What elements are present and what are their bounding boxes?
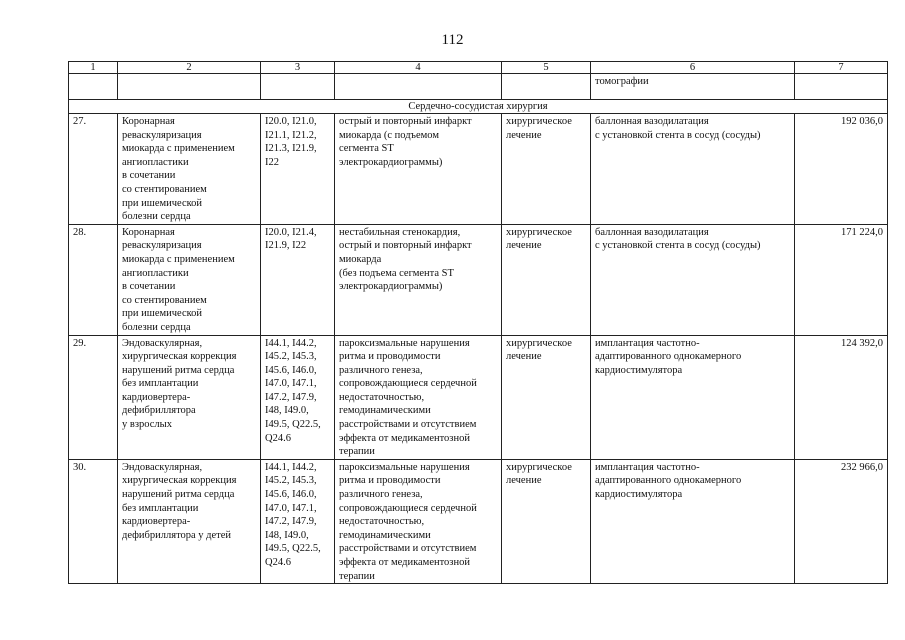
- patient-model-line: электрокардиограммы): [339, 156, 443, 168]
- treatment-type: [502, 335, 591, 459]
- patient-model-line: сопровождающиеся сердечной: [339, 502, 477, 514]
- row-number: 30.: [69, 459, 118, 583]
- service-name-line: нарушений ритма сердца: [122, 489, 235, 501]
- service-name-line: дефибриллятора у детей: [122, 529, 232, 541]
- column-number: 2: [118, 62, 261, 74]
- patient-model-line: эффекта от медикаментозной: [339, 432, 470, 444]
- row-number: 28.: [69, 224, 118, 335]
- continuation-text: томографии: [591, 74, 795, 100]
- service-name-line: при ишемической: [122, 308, 203, 320]
- service-name-line: со стентированием: [122, 294, 207, 306]
- treatment-method-line: с установкой стента в сосуд (сосуды): [595, 129, 761, 141]
- treatment-method: [591, 459, 795, 583]
- icd-codes-line: I20.0, I21.4,: [265, 226, 317, 238]
- patient-model-line: миокарда: [339, 253, 382, 265]
- service-name-line: со стентированием: [122, 183, 207, 195]
- treatment-type: [502, 224, 591, 335]
- icd-codes-line: I48, I49.0,: [265, 529, 309, 541]
- service-name-line: у взрослых: [122, 419, 172, 431]
- treatment-type-line: лечение: [506, 351, 542, 363]
- patient-model: [335, 224, 502, 335]
- service-name: [118, 114, 261, 225]
- treatment-method-line: имплантация частотно-: [595, 461, 700, 473]
- icd-codes-line: Q24.6: [265, 432, 291, 444]
- treatment-method: [591, 224, 795, 335]
- patient-model-line: нестабильная стенокардия,: [339, 226, 461, 238]
- treatment-method-line: баллонная вазодилатация: [595, 226, 709, 238]
- patient-model: [335, 335, 502, 459]
- service-name-line: Эндоваскулярная,: [122, 461, 203, 473]
- service-name-line: нарушений ритма сердца: [122, 364, 235, 376]
- service-name-line: без имплантации: [122, 378, 199, 390]
- treatment-method-line: адаптированного однокамерного: [595, 351, 742, 363]
- icd-codes-line: I47.0, I47.1,: [265, 378, 317, 390]
- service-name: [118, 335, 261, 459]
- service-name-line: реваскуляризация: [122, 129, 202, 141]
- column-number: 6: [591, 62, 795, 74]
- treatment-method-line: баллонная вазодилатация: [595, 116, 709, 127]
- service-name-line: кардиовертера-: [122, 391, 191, 403]
- service-name-line: в сочетании: [122, 170, 176, 182]
- icd-codes-line: I22: [265, 156, 279, 168]
- service-name-line: миокарда с применением: [122, 253, 235, 265]
- medical-care-table: [68, 61, 888, 584]
- service-name-line: в сочетании: [122, 281, 176, 293]
- icd-codes-line: I47.0, I47.1,: [265, 502, 317, 514]
- cost-value: 124 392,0: [795, 335, 888, 459]
- icd-codes-line: Q24.6: [265, 557, 291, 568]
- table-row: [69, 459, 888, 583]
- icd-codes-line: I47.2, I47.9,: [265, 516, 317, 528]
- patient-model-line: пароксизмальные нарушения: [339, 461, 470, 473]
- service-name-line: болезни сердца: [122, 211, 191, 223]
- service-name-line: миокарда с применением: [122, 143, 235, 155]
- service-name-line: ангиопластики: [122, 156, 189, 168]
- treatment-method: [591, 335, 795, 459]
- cost-value: 232 966,0: [795, 459, 888, 583]
- icd-codes-line: I44.1, I44.2,: [265, 461, 317, 473]
- treatment-method-line: кардиостимулятора: [595, 489, 683, 501]
- icd-codes-line: I44.1, I44.2,: [265, 337, 317, 349]
- service-name-line: хирургическая коррекция: [122, 475, 237, 487]
- section-row: [69, 100, 888, 114]
- column-number: 5: [502, 62, 591, 74]
- section-title: Сердечно-сосудистая хирургия: [69, 100, 888, 114]
- patient-model: [335, 114, 502, 225]
- treatment-type-line: лечение: [506, 240, 542, 252]
- patient-model-line: недостаточностью,: [339, 516, 425, 528]
- service-name-line: Коронарная: [122, 116, 175, 127]
- service-name-line: реваскуляризация: [122, 240, 202, 252]
- treatment-method-line: имплантация частотно-: [595, 337, 700, 349]
- icd-codes-line: I45.2, I45.3,: [265, 351, 317, 363]
- patient-model-line: электрокардиограммы): [339, 281, 443, 293]
- patient-model-line: терапии: [339, 570, 375, 582]
- row-number: 29.: [69, 335, 118, 459]
- icd-codes-line: I21.1, I21.2,: [265, 129, 317, 141]
- treatment-type-line: хирургическое: [506, 461, 572, 473]
- cost-value: 171 224,0: [795, 224, 888, 335]
- icd-codes-line: I48, I49.0,: [265, 405, 309, 417]
- treatment-method: [591, 114, 795, 225]
- icd-codes-line: I49.5, Q22.5,: [265, 419, 321, 431]
- icd-codes: [261, 459, 335, 583]
- column-number: 4: [335, 62, 502, 74]
- continuation-row: [69, 74, 888, 100]
- service-name-line: хирургическая коррекция: [122, 351, 237, 363]
- cost-value: 192 036,0: [795, 114, 888, 225]
- icd-codes-line: I49.5, Q22.5,: [265, 543, 321, 555]
- patient-model-line: миокарда (с подъемом: [339, 129, 439, 141]
- treatment-type-line: лечение: [506, 129, 542, 141]
- service-name-line: без имплантации: [122, 502, 199, 514]
- table-row: [69, 224, 888, 335]
- table-row: [69, 114, 888, 225]
- table-body: [69, 114, 888, 584]
- treatment-method-line: адаптированного однокамерного: [595, 475, 742, 487]
- icd-codes-line: I45.6, I46.0,: [265, 489, 317, 501]
- service-name-line: Коронарная: [122, 226, 175, 238]
- page-number: 112: [441, 32, 464, 48]
- treatment-type-line: хирургическое: [506, 337, 572, 349]
- patient-model-line: расстройствами и отсутствием: [339, 543, 477, 555]
- icd-codes: [261, 335, 335, 459]
- service-name-line: при ишемической: [122, 197, 203, 209]
- service-name-line: кардиовертера-: [122, 516, 191, 528]
- patient-model-line: различного генеза,: [339, 489, 423, 501]
- patient-model-line: гемодинамическими: [339, 405, 431, 417]
- treatment-type: [502, 459, 591, 583]
- service-name-line: дефибриллятора: [122, 405, 196, 417]
- treatment-type-line: хирургическое: [506, 226, 572, 238]
- patient-model-line: острый и повторный инфаркт: [339, 240, 472, 252]
- treatment-type-line: лечение: [506, 475, 542, 487]
- patient-model-line: различного генеза,: [339, 364, 423, 376]
- patient-model-line: эффекта от медикаментозной: [339, 557, 470, 568]
- icd-codes-line: I20.0, I21.0,: [265, 116, 317, 127]
- column-number: 3: [261, 62, 335, 74]
- service-name-line: ангиопластики: [122, 267, 189, 279]
- patient-model-line: ритма и проводимости: [339, 475, 441, 487]
- icd-codes-line: I45.6, I46.0,: [265, 364, 317, 376]
- icd-codes-line: I47.2, I47.9,: [265, 391, 317, 403]
- treatment-type-line: хирургическое: [506, 116, 572, 127]
- patient-model-line: острый и повторный инфаркт: [339, 116, 472, 127]
- column-number: 1: [69, 62, 118, 74]
- patient-model: [335, 459, 502, 583]
- patient-model-line: сегмента ST: [339, 143, 394, 155]
- icd-codes-line: I21.3, I21.9,: [265, 143, 317, 155]
- patient-model-line: ритма и проводимости: [339, 351, 441, 363]
- service-name: [118, 459, 261, 583]
- patient-model-line: пароксизмальные нарушения: [339, 337, 470, 349]
- service-name-line: Эндоваскулярная,: [122, 337, 203, 349]
- patient-model-line: (без подъема сегмента ST: [339, 267, 454, 279]
- icd-codes-line: I45.2, I45.3,: [265, 475, 317, 487]
- column-number: 7: [795, 62, 888, 74]
- row-number: 27.: [69, 114, 118, 225]
- icd-codes: [261, 114, 335, 225]
- table-row: [69, 335, 888, 459]
- service-name-line: болезни сердца: [122, 321, 191, 333]
- icd-codes-line: I21.9, I22: [265, 240, 307, 252]
- icd-codes: [261, 224, 335, 335]
- patient-model-line: гемодинамическими: [339, 529, 431, 541]
- patient-model-line: сопровождающиеся сердечной: [339, 378, 477, 390]
- patient-model-line: недостаточностью,: [339, 391, 425, 403]
- treatment-method-line: с установкой стента в сосуд (сосуды): [595, 240, 761, 252]
- service-name: [118, 224, 261, 335]
- treatment-type: [502, 114, 591, 225]
- treatment-method-line: кардиостимулятора: [595, 364, 683, 376]
- column-number-row: [69, 62, 888, 74]
- patient-model-line: расстройствами и отсутствием: [339, 419, 477, 431]
- patient-model-line: терапии: [339, 446, 375, 458]
